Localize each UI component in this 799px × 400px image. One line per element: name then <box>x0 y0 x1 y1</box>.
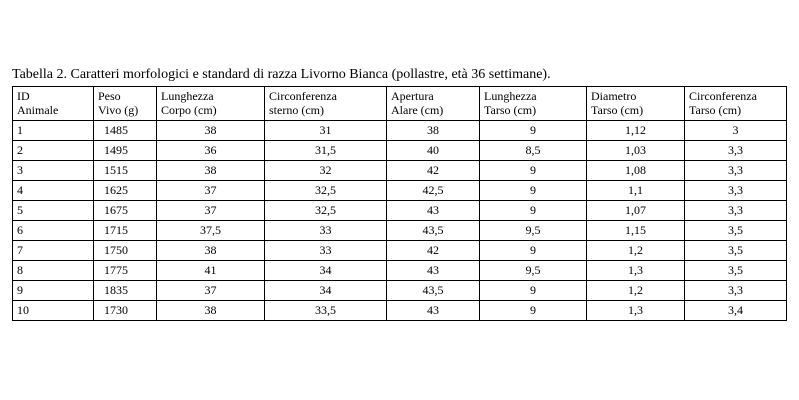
cell-lunghezza-corpo: 41 <box>157 261 265 281</box>
cell-lunghezza-tarso: 9 <box>480 181 587 201</box>
cell-lunghezza-tarso: 9 <box>480 161 587 181</box>
cell-circonferenza-tarso: 3,4 <box>685 301 787 321</box>
cell-id: 9 <box>13 281 94 301</box>
table-row <box>13 261 787 281</box>
cell-diametro-tarso: 1,3 <box>587 261 685 281</box>
header-id-animale: ID Animale <box>13 87 94 121</box>
cell-id: 7 <box>13 241 94 261</box>
cell-lunghezza-tarso: 9,5 <box>480 261 587 281</box>
header-lunghezza-tarso: Lunghezza Tarso (cm) <box>480 87 587 121</box>
cell-circonferenza-sterno: 31 <box>265 121 387 141</box>
cell-lunghezza-tarso: 9 <box>480 121 587 141</box>
cell-lunghezza-corpo: 38 <box>157 121 265 141</box>
cell-peso: 1730 <box>94 301 157 321</box>
header-diametro-tarso: Diametro Tarso (cm) <box>587 87 685 121</box>
table-row <box>13 241 787 261</box>
cell-lunghezza-tarso: 8,5 <box>480 141 587 161</box>
cell-lunghezza-corpo: 38 <box>157 301 265 321</box>
table-row <box>13 201 787 221</box>
cell-circonferenza-tarso: 3,3 <box>685 201 787 221</box>
cell-peso: 1485 <box>94 121 157 141</box>
cell-apertura-alare: 42 <box>387 241 480 261</box>
cell-id: 5 <box>13 201 94 221</box>
cell-diametro-tarso: 1,15 <box>587 221 685 241</box>
cell-circonferenza-sterno: 31,5 <box>265 141 387 161</box>
cell-diametro-tarso: 1,03 <box>587 141 685 161</box>
cell-peso: 1675 <box>94 201 157 221</box>
header-row <box>13 87 787 121</box>
cell-apertura-alare: 42,5 <box>387 181 480 201</box>
cell-lunghezza-tarso: 9 <box>480 281 587 301</box>
table-row <box>13 301 787 321</box>
cell-peso: 1495 <box>94 141 157 161</box>
cell-diametro-tarso: 1,07 <box>587 201 685 221</box>
table-row <box>13 121 787 141</box>
cell-circonferenza-sterno: 34 <box>265 261 387 281</box>
cell-apertura-alare: 43 <box>387 201 480 221</box>
cell-lunghezza-corpo: 37 <box>157 281 265 301</box>
cell-peso: 1625 <box>94 181 157 201</box>
cell-circonferenza-sterno: 33,5 <box>265 301 387 321</box>
cell-id: 2 <box>13 141 94 161</box>
cell-circonferenza-sterno: 33 <box>265 221 387 241</box>
cell-lunghezza-corpo: 38 <box>157 161 265 181</box>
cell-id: 6 <box>13 221 94 241</box>
cell-circonferenza-tarso: 3,3 <box>685 281 787 301</box>
cell-circonferenza-sterno: 32 <box>265 161 387 181</box>
cell-circonferenza-tarso: 3,3 <box>685 161 787 181</box>
cell-peso: 1835 <box>94 281 157 301</box>
cell-circonferenza-tarso: 3,3 <box>685 141 787 161</box>
cell-apertura-alare: 40 <box>387 141 480 161</box>
cell-peso: 1750 <box>94 241 157 261</box>
cell-circonferenza-tarso: 3,3 <box>685 181 787 201</box>
cell-diametro-tarso: 1,12 <box>587 121 685 141</box>
cell-circonferenza-tarso: 3 <box>685 121 787 141</box>
cell-apertura-alare: 43,5 <box>387 281 480 301</box>
cell-id: 4 <box>13 181 94 201</box>
header-circonferenza-sterno: Circonferenza sterno (cm) <box>265 87 387 121</box>
cell-lunghezza-corpo: 37 <box>157 201 265 221</box>
cell-id: 8 <box>13 261 94 281</box>
cell-circonferenza-sterno: 33 <box>265 241 387 261</box>
cell-apertura-alare: 38 <box>387 121 480 141</box>
header-circonferenza-tarso: Circonferenza Tarso (cm) <box>685 87 787 121</box>
cell-peso: 1715 <box>94 221 157 241</box>
cell-lunghezza-corpo: 37 <box>157 181 265 201</box>
cell-id: 1 <box>13 121 94 141</box>
cell-lunghezza-tarso: 9 <box>480 301 587 321</box>
cell-circonferenza-sterno: 34 <box>265 281 387 301</box>
cell-circonferenza-tarso: 3,5 <box>685 261 787 281</box>
cell-apertura-alare: 43,5 <box>387 221 480 241</box>
cell-lunghezza-tarso: 9 <box>480 241 587 261</box>
cell-lunghezza-corpo: 36 <box>157 141 265 161</box>
cell-apertura-alare: 42 <box>387 161 480 181</box>
cell-lunghezza-tarso: 9 <box>480 201 587 221</box>
cell-circonferenza-sterno: 32,5 <box>265 201 387 221</box>
cell-apertura-alare: 43 <box>387 301 480 321</box>
cell-peso: 1515 <box>94 161 157 181</box>
cell-lunghezza-corpo: 38 <box>157 241 265 261</box>
table-row <box>13 161 787 181</box>
cell-diametro-tarso: 1,08 <box>587 161 685 181</box>
table-row <box>13 141 787 161</box>
table-row <box>13 221 787 241</box>
cell-lunghezza-corpo: 37,5 <box>157 221 265 241</box>
cell-circonferenza-sterno: 32,5 <box>265 181 387 201</box>
cell-lunghezza-tarso: 9,5 <box>480 221 587 241</box>
header-peso-vivo: Peso Vivo (g) <box>94 87 157 121</box>
cell-apertura-alare: 43 <box>387 261 480 281</box>
header-apertura-alare: Apertura Alare (cm) <box>387 87 480 121</box>
header-lunghezza-corpo: Lunghezza Corpo (cm) <box>157 87 265 121</box>
cell-id: 10 <box>13 301 94 321</box>
morphology-table <box>12 86 787 321</box>
cell-circonferenza-tarso: 3,5 <box>685 221 787 241</box>
table-row <box>13 181 787 201</box>
table-row <box>13 281 787 301</box>
table-caption: Tabella 2. Caratteri morfologici e standard di razza Livorno Bianca (pollastre, età 36 settimane). <box>12 67 551 82</box>
cell-circonferenza-tarso: 3,5 <box>685 241 787 261</box>
cell-peso: 1775 <box>94 261 157 281</box>
cell-diametro-tarso: 1,3 <box>587 301 685 321</box>
cell-diametro-tarso: 1,1 <box>587 181 685 201</box>
cell-id: 3 <box>13 161 94 181</box>
cell-diametro-tarso: 1,2 <box>587 241 685 261</box>
cell-diametro-tarso: 1,2 <box>587 281 685 301</box>
